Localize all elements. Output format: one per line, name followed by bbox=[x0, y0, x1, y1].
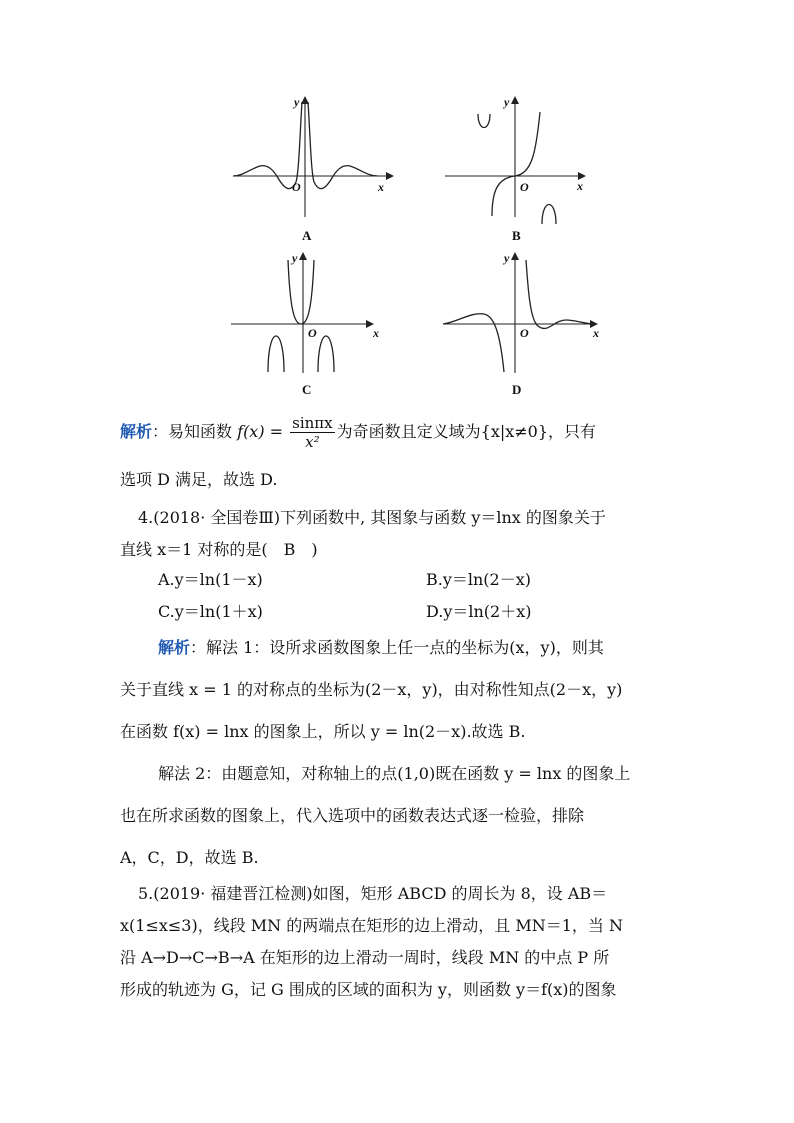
q4-analysis-line-5: 也在所求函数的图象上，代入选项中的函数表达式逐一检验，排除 bbox=[120, 806, 585, 825]
curve-middle bbox=[492, 112, 540, 216]
q5-line-1: 5.(2019· 福建晋江检测)如图，矩形 ABCD 的周长为 8，设 AB＝ bbox=[138, 884, 608, 903]
origin-label: O bbox=[308, 326, 317, 340]
q4-analysis-line-4: 解法 2：由题意知，对称轴上的点(1,0)既在函数 y = lnx 的图象上 bbox=[158, 764, 631, 783]
function-name: f(x) = bbox=[237, 422, 284, 441]
origin-label: O bbox=[520, 180, 529, 194]
graph-a-plot bbox=[228, 92, 398, 222]
y-axis-arrow bbox=[511, 96, 519, 104]
graph-d-plot bbox=[440, 248, 610, 378]
analysis-tag: 解析 bbox=[158, 638, 191, 657]
q4-analysis-line-6: A，C，D，故选 B. bbox=[120, 848, 259, 867]
y-axis-arrow bbox=[511, 252, 519, 260]
y-axis-label: y bbox=[292, 251, 298, 265]
fraction-denominator: x² bbox=[305, 433, 320, 451]
graph-b-label: B bbox=[512, 228, 521, 243]
analysis-tail: 为奇函数且定义域为{x|x≠0}，只有 bbox=[336, 422, 597, 441]
q4-stem-line-1: 4.(2018· 全国卷Ⅲ)下列函数中, 其图象与函数 y＝lnx 的图象关于 bbox=[138, 508, 606, 527]
analysis-tag: 解析 bbox=[120, 422, 153, 441]
q4-option-a: A.y＝ln(1－x) bbox=[158, 570, 263, 589]
graph-b-plot bbox=[440, 92, 610, 222]
fraction bbox=[290, 414, 334, 451]
curve-lower-right bbox=[542, 205, 556, 225]
curve-left bbox=[443, 314, 504, 372]
origin-label: O bbox=[292, 180, 301, 194]
graph-d-label: D bbox=[512, 382, 522, 397]
graph-a bbox=[228, 92, 398, 243]
x-axis-label: x bbox=[373, 326, 379, 340]
q5-line-4: 形成的轨迹为 G，记 G 围成的区域的面积为 y，则函数 y＝f(x)的图象 bbox=[120, 980, 617, 999]
curve-upper-left bbox=[478, 114, 490, 128]
q4-option-d: D.y＝ln(2＋x) bbox=[426, 602, 532, 621]
q4-stem-line-2: 直线 x＝1 对称的是( B ) bbox=[120, 540, 318, 559]
y-axis-label: y bbox=[504, 251, 510, 265]
graph-d bbox=[440, 248, 610, 397]
q3-analysis-line-2: 选项 D 满足，故选 D. bbox=[120, 470, 278, 489]
q4-analysis-line-3: 在函数 f(x) = lnx 的图象上，所以 y = ln(2－x).故选 B. bbox=[120, 722, 526, 741]
q4-analysis-line-2: 关于直线 x = 1 的对称点的坐标为(2－x，y)，由对称性知点(2－x，y) bbox=[120, 680, 623, 699]
y-axis-label: y bbox=[504, 95, 510, 109]
origin-label: O bbox=[520, 326, 529, 340]
curve-lower-right bbox=[318, 336, 334, 372]
x-axis-label: x bbox=[593, 326, 599, 340]
curve-right bbox=[526, 260, 596, 328]
y-axis-arrow bbox=[299, 252, 307, 260]
q4-analysis-line-1: 解析：解法 1：设所求函数图象上任一点的坐标为(x，y)，则其 bbox=[158, 638, 604, 657]
graph-b bbox=[440, 92, 610, 243]
graph-c bbox=[228, 248, 398, 397]
graph-c-plot bbox=[228, 248, 398, 378]
x-axis-label: x bbox=[577, 179, 583, 193]
q4-option-b: B.y＝ln(2－x) bbox=[426, 570, 531, 589]
y-axis-label: y bbox=[294, 95, 300, 109]
x-axis-label: x bbox=[378, 180, 384, 194]
q5-line-3: 沿 A→D→C→B→A 在矩形的边上滑动一周时，线段 MN 的中点 P 所 bbox=[120, 948, 610, 967]
q3-analysis-line-1: 解析：易知函数 f(x) = $\frac{\sin\pi x}{\text{x²}}$ 为奇函数且定义域为{x|x≠0}，只有 bbox=[120, 414, 597, 451]
analysis-lead: 易知函数 bbox=[168, 422, 233, 441]
graph-c-label: C bbox=[302, 382, 312, 397]
q5-line-2: x(1≤x≤3)，线段 MN 的两端点在矩形的边上滑动，且 MN＝1，当 N bbox=[120, 916, 623, 935]
x-axis-arrow bbox=[386, 172, 394, 180]
graph-a-label: A bbox=[302, 228, 312, 243]
curve-center bbox=[288, 260, 314, 324]
fraction-numerator: sinπx bbox=[292, 414, 333, 432]
q4-option-c: C.y＝ln(1＋x) bbox=[158, 602, 263, 621]
curve-lower-left bbox=[268, 336, 284, 372]
